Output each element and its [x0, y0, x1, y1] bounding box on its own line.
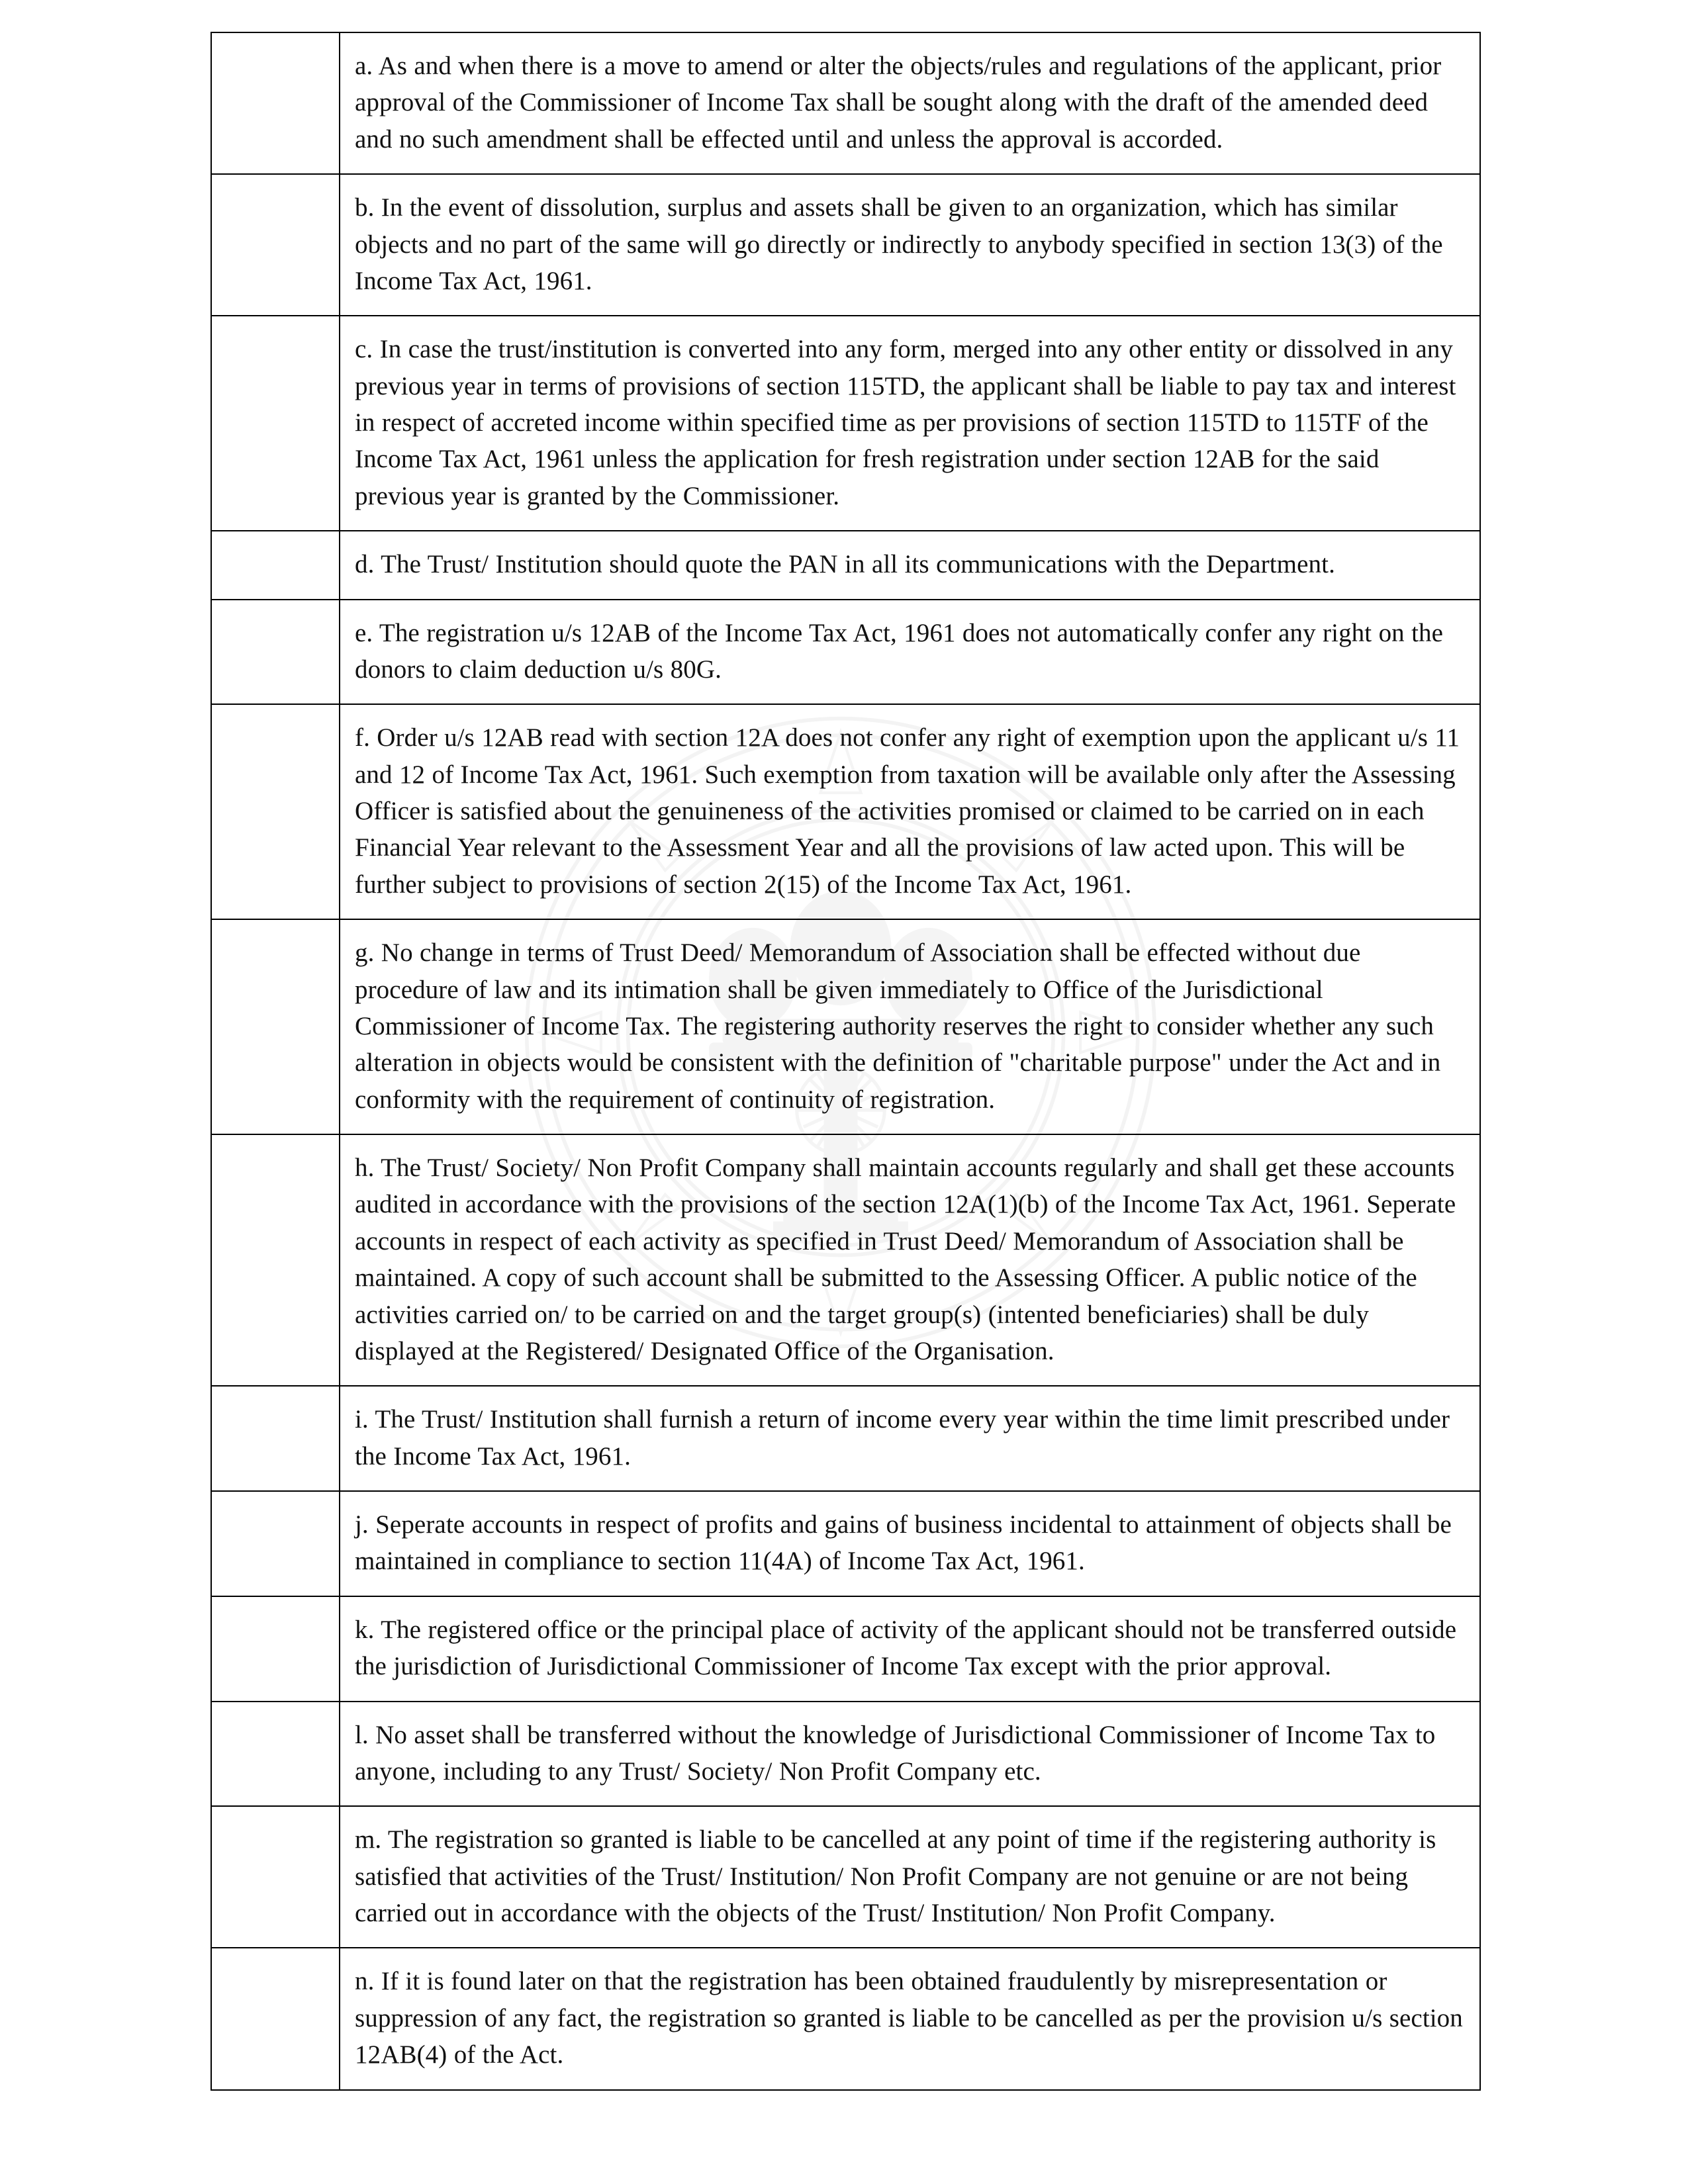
row-body-cell	[340, 919, 1480, 1134]
row-body-cell	[340, 1386, 1480, 1491]
row-label-text	[212, 175, 339, 181]
table-row	[211, 531, 1480, 599]
row-label-text	[212, 531, 339, 538]
row-label-cell	[211, 531, 340, 599]
table-row	[211, 316, 1480, 531]
table-row	[211, 1134, 1480, 1386]
row-label-cell	[211, 174, 340, 316]
table-row	[211, 1386, 1480, 1491]
table-row	[211, 919, 1480, 1134]
row-body-cell	[340, 704, 1480, 919]
table-row	[211, 704, 1480, 919]
clause-text-i: i. The Trust/ Institution shall furnish a return of income every year within the time limit prescribed under the Income Tax Act, 1961.	[355, 1405, 1450, 1471]
row-label-cell	[211, 1948, 340, 2089]
row-label-cell	[211, 1491, 340, 1596]
row-label-text	[212, 316, 339, 323]
table-row	[211, 174, 1480, 316]
row-body-cell	[340, 600, 1480, 705]
table-row	[211, 600, 1480, 705]
row-label-text	[212, 705, 339, 711]
row-label-cell	[211, 32, 340, 174]
row-label-text	[212, 33, 339, 40]
row-body-cell	[340, 316, 1480, 531]
table-row	[211, 1806, 1480, 1948]
table-row	[211, 1491, 1480, 1596]
table-row	[211, 1948, 1480, 2089]
row-body-cell	[340, 1596, 1480, 1702]
clause-text-e: e. The registration u/s 12AB of the Income Tax Act, 1961 does not automatically confer any right on the donors to claim deduction u/s 80G.	[355, 618, 1444, 684]
table-row	[211, 1702, 1480, 1807]
row-label-text	[212, 600, 339, 607]
clause-text-h: h. The Trust/ Society/ Non Profit Company shall maintain accounts regularly and shall get these accounts audited in accordance with the provisions of the section 12A(1)(b) of the Income Tax Act, 1961. Seperate accounts in respect of each activity as specified in Trust Deed/ Memorandum of Association shall be maintained. A copy of such account shall be submitted to the Assessing Officer. A public notice of the activities carried on/ to be carried on and the target group(s) (intented beneficiaries) shall be duly displayed at the Registered/ Designated Office of the Organisation.	[355, 1154, 1456, 1365]
clause-text-k: k. The registered office or the principal place of activity of the applicant should not be transferred outside the jurisdiction of Jurisdictional Commissioner of Income Tax except with the prior approval.	[355, 1615, 1457, 1681]
row-label-text	[212, 1702, 339, 1709]
row-label-cell	[211, 1596, 340, 1702]
row-label-text	[212, 1597, 339, 1604]
row-label-cell	[211, 1702, 340, 1807]
row-body-cell	[340, 1806, 1480, 1948]
row-body-cell	[340, 1702, 1480, 1807]
row-label-cell	[211, 1806, 340, 1948]
clause-text-d: d. The Trust/ Institution should quote the PAN in all its communications with the Department.	[355, 550, 1335, 579]
clause-text-n: n. If it is found later on that the registration has been obtained fraudulently by misrepresentation or suppression of any fact, the registration so granted is liable to be cancelled as per the provision u/s section 12AB(4) of the Act.	[355, 1967, 1463, 2070]
row-body-cell	[340, 174, 1480, 316]
row-body-cell	[340, 1491, 1480, 1596]
row-label-cell	[211, 919, 340, 1134]
row-body-cell	[340, 531, 1480, 599]
row-body-cell	[340, 1948, 1480, 2089]
row-label-text	[212, 1387, 339, 1393]
clause-text-m: m. The registration so granted is liable to be cancelled at any point of time if the registering authority is satisfied that activities of the Trust/ Institution/ Non Profit Company are not genuine or are not being carried out in accordance with the objects of the Trust/ Institution/ Non Profit Company.	[355, 1825, 1436, 1927]
table-row	[211, 1596, 1480, 1702]
conditions-table	[211, 32, 1481, 2091]
row-label-cell	[211, 1386, 340, 1491]
clause-text-c: c. In case the trust/institution is converted into any form, merged into any other entity or dissolved in any previous year in terms of provisions of section 115TD, the applicant shall be liable to pay tax and interest in respect of accreted income within specified time as per provisions of section 115TD to 115TF of the Income Tax Act, 1961 unless the application for fresh registration under section 12AB for the said previous year is granted by the Commissioner.	[355, 335, 1456, 510]
row-body-cell	[340, 1134, 1480, 1386]
row-label-cell	[211, 704, 340, 919]
clause-text-j: j. Seperate accounts in respect of profits and gains of business incidental to attainment of objects shall be maintained in compliance to section 11(4A) of Income Tax Act, 1961.	[355, 1510, 1452, 1576]
clause-text-b: b. In the event of dissolution, surplus and assets shall be given to an organization, which has similar objects and no part of the same will go directly or indirectly to anybody specified in section 13(3) of the Income Tax Act, 1961.	[355, 193, 1443, 295]
row-label-cell	[211, 1134, 340, 1386]
conditions-table-body	[211, 32, 1480, 2090]
row-body-cell	[340, 32, 1480, 174]
clause-text-a: a. As and when there is a move to amend or alter the objects/rules and regulations of the applicant, prior approval of the Commissioner of Income Tax shall be sought along with the draft of the amended deed and no such amendment shall be effected until and unless the approval is accorded.	[355, 52, 1442, 154]
row-label-cell	[211, 316, 340, 531]
row-label-cell	[211, 600, 340, 705]
row-label-text	[212, 1135, 339, 1142]
row-label-text	[212, 1807, 339, 1813]
clause-text-l: l. No asset shall be transferred without the knowledge of Jurisdictional Commissioner of Income Tax to anyone, including to any Trust/ Society/ Non Profit Company etc.	[355, 1720, 1436, 1786]
clause-text-g: g. No change in terms of Trust Deed/ Memorandum of Association shall be effected without due procedure of law and its intimation shall be given immediately to Office of the Jurisdictional Commissioner of Income Tax. The registering authority reserves the right to consider whether any such alteration in objects would be consistent with the definition of "charitable purpose" under the Act and in conformity with the requirement of continuity of registration.	[355, 938, 1441, 1114]
table-row	[211, 32, 1480, 174]
row-label-text	[212, 1948, 339, 1955]
row-label-text	[212, 1492, 339, 1498]
clause-text-f: f. Order u/s 12AB read with section 12A does not confer any right of exemption upon the applicant u/s 11 and 12 of Income Tax Act, 1961. Such exemption from taxation will be available only after the Assessing Officer is satisfied about the genuineness of the activities promised or claimed to be carried on in each Financial Year relevant to the Assessment Year and all the provisions of law acted upon. This will be further subject to provisions of section 2(15) of the Income Tax Act, 1961.	[355, 723, 1460, 899]
row-label-text	[212, 920, 339, 927]
